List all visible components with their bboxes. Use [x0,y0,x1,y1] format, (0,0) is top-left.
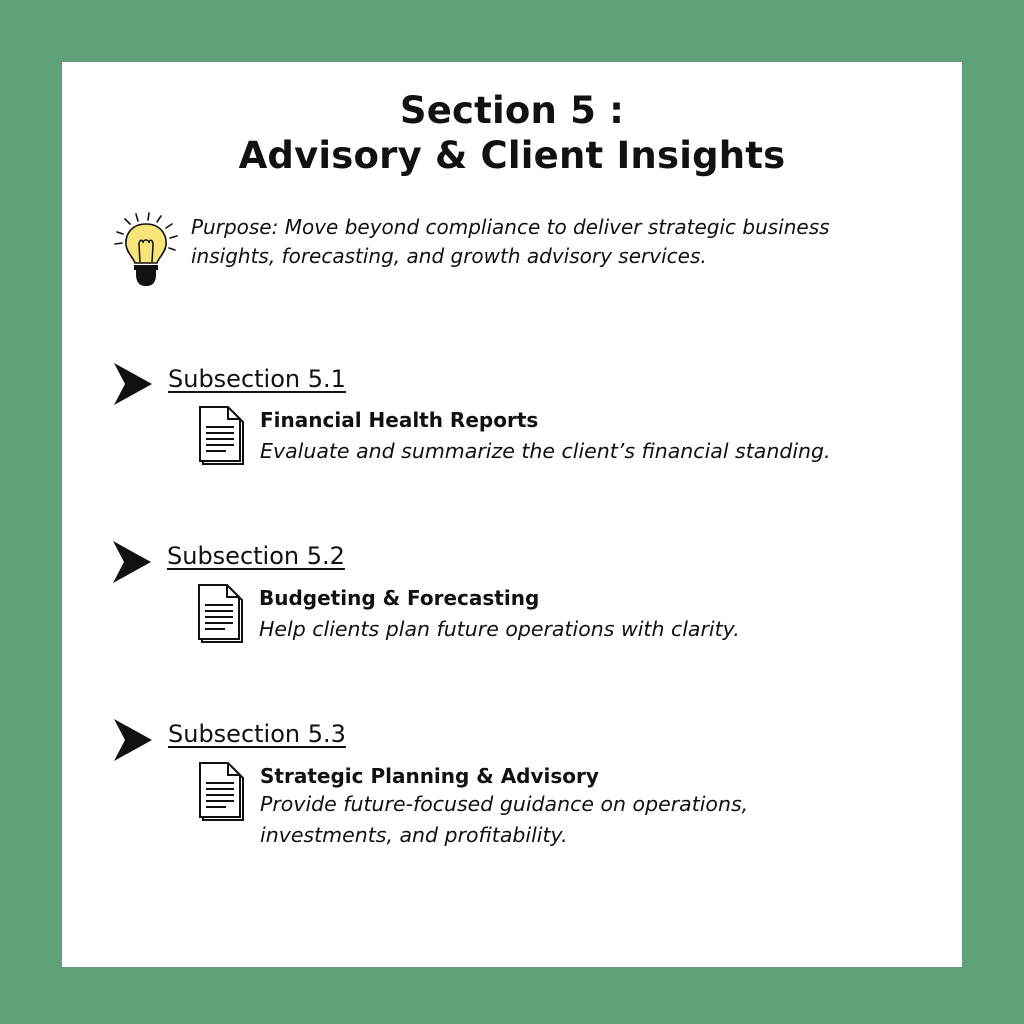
title-line-2: Advisory & Client Insights [238,134,786,177]
document-icon [198,405,246,467]
item-description: Provide future-focused guidance on operations, investments, and profitability. [260,792,749,847]
arrow-icon [113,718,153,762]
item-title: Financial Health Reports [260,408,539,432]
item-title: Strategic Planning & Advisory [260,764,599,788]
item-title: Budgeting & Forecasting [259,586,540,610]
title-line-1: Section 5 : [399,89,625,132]
item-description: Evaluate and summarize the client’s financial standing. [260,439,831,463]
arrow-icon [113,362,153,406]
document-icon [198,761,246,823]
arrow-icon [112,540,152,584]
page-title [0,88,1024,178]
item-description: Help clients plan future operations with clarity. [259,617,740,641]
subsection-5-2-heading: Subsection 5.2 [167,542,345,570]
subsection-5-1-heading: Subsection 5.1 [168,365,346,393]
lightbulb-icon [112,212,180,292]
subsection-5-3-heading: Subsection 5.3 [168,720,346,748]
document-icon [197,583,245,645]
purpose-text: Purpose: Move beyond compliance to deliver strategic business insights, forecasting, and growth advisory services. [191,215,830,268]
